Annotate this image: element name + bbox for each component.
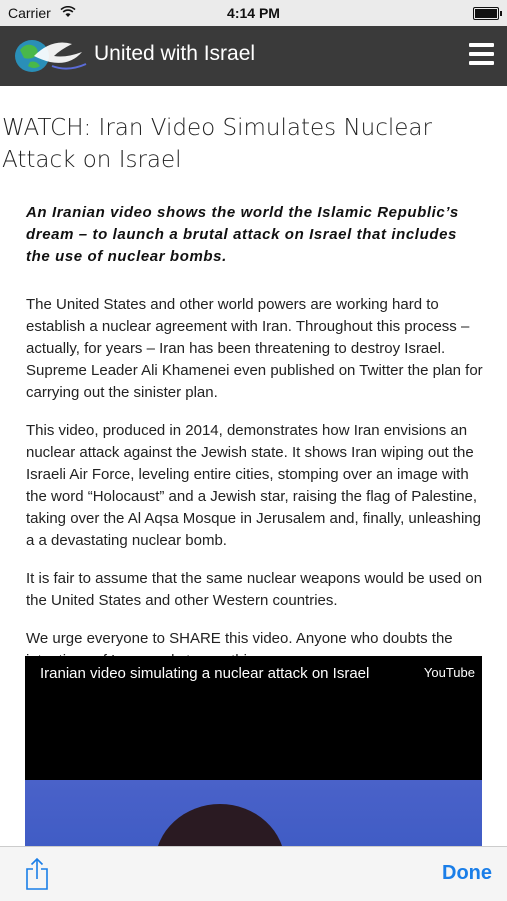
battery-icon [473, 7, 499, 20]
hamburger-menu-icon[interactable] [469, 43, 494, 65]
app-header [0, 26, 507, 86]
status-bar [0, 0, 507, 26]
article-lead: An Iranian video shows the world the Islamic Republic’s dream – to launch a brutal attack on Israel that includes the use of nuclear bombs. [26, 204, 459, 265]
article-paragraph: This video, produced in 2014, demonstrates how Iran envisions an nuclear attack against the Jewish state. It shows Iran wiping out the Israeli Air Force, leveling entire cities, stomping over an image with the word “Holocaust” and a Jewish star, raising the flag of Palestine, taking over the Al Aqsa Mosque in Jerusalem and, finally, unleashing a a devastating nuclear bomb. [26, 422, 481, 549]
youtube-video-player[interactable] [25, 656, 482, 846]
article-title: WATCH: Iran Video Simulates Nuclear Attack on Israel [2, 115, 432, 173]
video-figure [155, 804, 285, 846]
share-icon[interactable] [25, 857, 49, 891]
site-title: United with Israel [94, 42, 256, 65]
menu-bar-top [469, 43, 494, 47]
article-content[interactable] [0, 86, 507, 846]
bottom-toolbar [0, 846, 507, 901]
article-paragraph: We urge everyone to SHARE this video. Anyone who doubts the [26, 630, 453, 647]
video-thumbnail[interactable] [25, 780, 482, 846]
status-time: 4:14 PM [227, 5, 280, 21]
carrier-label: Carrier [8, 5, 51, 21]
article-paragraph: The United States and other world powers are working hard to establish a nuclear agreement with Iran. Throughout this process – actually, for years – Iran has been threatening to destroy Israel. Supreme Leader Ali Khamenei even published on Twitter the plan for carrying out the sinister plan. [26, 296, 483, 401]
video-title[interactable]: Iranian video simulating a nuclear attack on Israel [40, 665, 370, 682]
menu-bar-middle [469, 52, 494, 56]
done-button[interactable]: Done [442, 862, 492, 884]
article-paragraph: It is fair to assume that the same nuclear weapons would be used on the United States and other Western countries. [26, 570, 483, 609]
youtube-logo[interactable]: YouTube [423, 665, 475, 680]
menu-bar-bottom [469, 61, 494, 65]
globe-dove-logo[interactable] [12, 36, 88, 76]
